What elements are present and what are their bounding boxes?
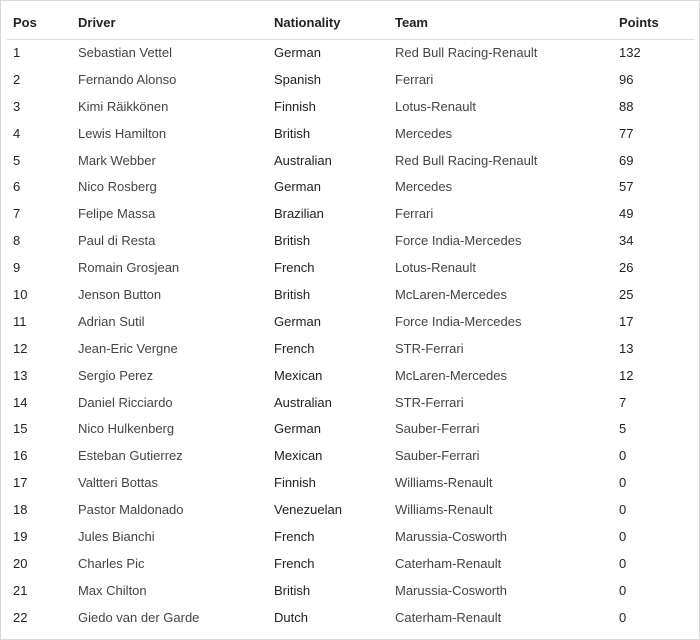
- cell-points: 25: [619, 286, 634, 302]
- cell-points: 96: [619, 71, 634, 87]
- cell-team: Williams-Renault: [395, 475, 493, 491]
- cell-driver: Jenson Button: [78, 286, 162, 302]
- cell-driver: Lewis Hamilton: [78, 125, 167, 141]
- cell-driver: Romain Grosjean: [78, 260, 180, 276]
- cell-points: 0: [619, 528, 627, 544]
- cell-nationality: German: [274, 179, 321, 195]
- cell-team: Lotus-Renault: [395, 260, 476, 276]
- cell-nationality: Australian: [274, 394, 332, 410]
- cell-nationality: Finnish: [274, 475, 316, 491]
- cell-team: STR-Ferrari: [395, 340, 464, 356]
- table-row: [7, 496, 695, 523]
- cell-points: 0: [619, 502, 627, 518]
- cell-nationality: Spanish: [274, 71, 321, 87]
- table-body: [7, 39, 695, 631]
- cell-pos: 16: [13, 448, 28, 464]
- cell-nationality: French: [274, 340, 315, 356]
- cell-points: 7: [619, 394, 627, 410]
- cell-points: 77: [619, 125, 634, 141]
- table-row: [7, 577, 695, 604]
- table-row: [7, 93, 695, 120]
- table-row: [7, 523, 695, 550]
- cell-driver: Valtteri Bottas: [78, 475, 158, 491]
- cell-driver: Max Chilton: [78, 582, 147, 598]
- header-nationality: Nationality: [268, 7, 389, 39]
- cell-driver: Pastor Maldonado: [78, 502, 184, 518]
- cell-pos: 11: [13, 313, 27, 329]
- cell-nationality: Brazilian: [274, 206, 324, 222]
- cell-pos: 5: [13, 152, 21, 168]
- cell-pos: 3: [13, 98, 21, 114]
- cell-driver: Esteban Gutierrez: [78, 448, 183, 464]
- cell-points: 13: [619, 340, 634, 356]
- cell-pos: 18: [13, 502, 28, 518]
- cell-points: 69: [619, 152, 634, 168]
- cell-team: Marussia-Cosworth: [395, 582, 507, 598]
- table-row: [7, 362, 695, 389]
- header-driver: Driver: [72, 7, 268, 39]
- cell-team: McLaren-Mercedes: [395, 367, 507, 383]
- cell-driver: Giedo van der Garde: [78, 609, 200, 625]
- cell-team: Williams-Renault: [395, 502, 493, 518]
- cell-driver: Paul di Resta: [78, 233, 156, 249]
- cell-pos: 9: [13, 260, 21, 276]
- cell-team: Mercedes: [395, 125, 453, 141]
- cell-nationality: Finnish: [274, 98, 316, 114]
- header-team: Team: [389, 7, 613, 39]
- cell-points: 5: [619, 421, 627, 437]
- cell-pos: 13: [13, 367, 28, 383]
- cell-points: 0: [619, 448, 627, 464]
- cell-points: 12: [619, 367, 634, 383]
- cell-points: 17: [619, 313, 634, 329]
- table-row: [7, 147, 695, 174]
- cell-nationality: French: [274, 260, 315, 276]
- header-points: Points: [613, 7, 695, 39]
- cell-pos: 17: [13, 475, 28, 491]
- cell-team: Caterham-Renault: [395, 555, 502, 571]
- cell-nationality: German: [274, 421, 321, 437]
- cell-pos: 4: [13, 125, 21, 141]
- cell-driver: Nico Rosberg: [78, 179, 157, 195]
- table-header: [7, 7, 695, 39]
- cell-driver: Daniel Ricciardo: [78, 394, 173, 410]
- table-row: [7, 254, 695, 281]
- cell-driver: Jules Bianchi: [78, 528, 155, 544]
- cell-driver: Mark Webber: [78, 152, 156, 168]
- cell-nationality: Venezuelan: [274, 502, 342, 518]
- cell-nationality: French: [274, 528, 315, 544]
- cell-team: STR-Ferrari: [395, 394, 464, 410]
- header-row: [7, 7, 695, 39]
- header-pos: Pos: [7, 7, 72, 39]
- cell-driver: Sebastian Vettel: [78, 45, 172, 61]
- cell-nationality: British: [274, 286, 311, 302]
- cell-team: McLaren-Mercedes: [395, 286, 507, 302]
- cell-team: Sauber-Ferrari: [395, 421, 480, 437]
- cell-pos: 1: [13, 45, 21, 61]
- cell-points: 0: [619, 475, 627, 491]
- cell-team: Red Bull Racing-Renault: [395, 152, 538, 168]
- cell-pos: 2: [13, 71, 21, 87]
- cell-pos: 21: [13, 582, 28, 598]
- cell-driver: Sergio Perez: [78, 367, 154, 383]
- table-row: [7, 469, 695, 496]
- cell-team: Ferrari: [395, 206, 434, 222]
- cell-points: 0: [619, 609, 627, 625]
- cell-driver: Adrian Sutil: [78, 313, 145, 329]
- cell-team: Marussia-Cosworth: [395, 528, 507, 544]
- cell-team: Caterham-Renault: [395, 609, 502, 625]
- cell-nationality: French: [274, 555, 315, 571]
- cell-points: 26: [619, 260, 634, 276]
- cell-team: Sauber-Ferrari: [395, 448, 480, 464]
- table-row: [7, 308, 695, 335]
- cell-pos: 12: [13, 340, 28, 356]
- cell-driver: Charles Pic: [78, 555, 145, 571]
- cell-nationality: British: [274, 582, 311, 598]
- cell-pos: 19: [13, 528, 28, 544]
- table-row: [7, 415, 695, 442]
- table-row: [7, 200, 695, 227]
- cell-team: Mercedes: [395, 179, 453, 195]
- cell-team: Red Bull Racing-Renault: [395, 45, 538, 61]
- cell-pos: 10: [13, 286, 28, 302]
- cell-points: 34: [619, 233, 634, 249]
- table-row: [7, 442, 695, 469]
- table-row: [7, 281, 695, 308]
- cell-nationality: Dutch: [274, 609, 308, 625]
- cell-pos: 7: [13, 206, 21, 222]
- cell-team: Ferrari: [395, 71, 434, 87]
- cell-driver: Felipe Massa: [78, 206, 156, 222]
- cell-pos: 8: [13, 233, 21, 249]
- cell-nationality: British: [274, 125, 311, 141]
- cell-team: Force India-Mercedes: [395, 233, 522, 249]
- cell-pos: 14: [13, 394, 28, 410]
- cell-driver: Kimi Räikkönen: [78, 98, 169, 114]
- table-row: [7, 550, 695, 577]
- cell-nationality: Mexican: [274, 448, 323, 464]
- table-row: [7, 604, 695, 631]
- cell-driver: Fernando Alonso: [78, 71, 177, 87]
- table-row: [7, 120, 695, 147]
- table-row: [7, 39, 695, 66]
- cell-pos: 6: [13, 179, 21, 195]
- cell-points: 0: [619, 582, 627, 598]
- cell-points: 88: [619, 98, 634, 114]
- cell-pos: 22: [13, 609, 28, 625]
- table-row: [7, 389, 695, 416]
- cell-nationality: British: [274, 233, 311, 249]
- cell-nationality: German: [274, 313, 321, 329]
- cell-points: 49: [619, 206, 634, 222]
- cell-nationality: German: [274, 45, 321, 61]
- cell-team: Force India-Mercedes: [395, 313, 522, 329]
- cell-team: Lotus-Renault: [395, 98, 476, 114]
- table-row: [7, 66, 695, 93]
- table-row: [7, 173, 695, 200]
- cell-points: 132: [619, 45, 641, 61]
- table-row: [7, 335, 695, 362]
- table-row: [7, 227, 695, 254]
- cell-driver: Nico Hulkenberg: [78, 421, 175, 437]
- cell-pos: 20: [13, 555, 28, 571]
- standings-table: [7, 7, 695, 631]
- cell-points: 0: [619, 555, 627, 571]
- cell-points: 57: [619, 179, 634, 195]
- cell-nationality: Mexican: [274, 367, 323, 383]
- cell-driver: Jean-Eric Vergne: [78, 340, 178, 356]
- cell-nationality: Australian: [274, 152, 332, 168]
- cell-pos: 15: [13, 421, 28, 437]
